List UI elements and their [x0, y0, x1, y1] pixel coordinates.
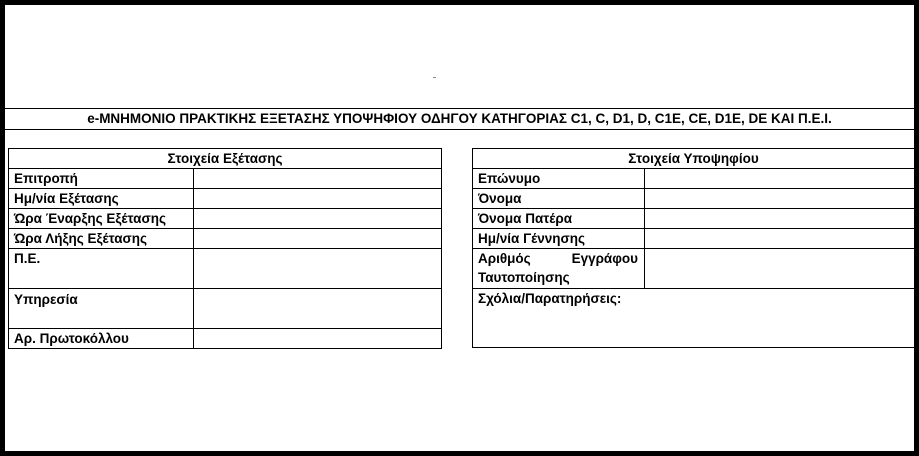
form-page: [5, 5, 914, 451]
end-time-field[interactable]: [194, 229, 442, 249]
id-document-word-2: Εγγράφου: [571, 251, 638, 266]
exam-date-label: Ημ/νία Εξέτασης: [9, 189, 194, 209]
candidate-details-header: Στοιχεία Υποψηφίου: [473, 149, 915, 169]
title-bottom-rule: [5, 129, 914, 130]
table-row: [473, 189, 915, 209]
table-row: [473, 249, 915, 289]
table-row: [9, 189, 442, 209]
table-row: [473, 229, 915, 249]
id-document-word-1: Αριθμός: [478, 251, 531, 266]
table-row: [9, 229, 442, 249]
surname-field[interactable]: [645, 169, 915, 189]
table-row: [473, 289, 915, 348]
father-name-label: Όνομα Πατέρα: [473, 209, 645, 229]
committee-label: Επιτροπή: [9, 169, 194, 189]
table-row: [473, 169, 915, 189]
regional-unit-label: Π.Ε.: [9, 249, 194, 289]
first-name-label: Όνομα: [473, 189, 645, 209]
start-time-field[interactable]: [194, 209, 442, 229]
table-row: [9, 209, 442, 229]
id-document-label-line2: Ταυτοποίησης: [478, 270, 570, 285]
table-row: [9, 329, 442, 349]
service-field[interactable]: [194, 289, 442, 329]
exam-date-field[interactable]: [194, 189, 442, 209]
protocol-number-label: Αρ. Πρωτοκόλλου: [9, 329, 194, 349]
service-label: [9, 289, 194, 329]
table-row: [9, 289, 442, 329]
first-name-field[interactable]: [645, 189, 915, 209]
father-name-field[interactable]: [645, 209, 915, 229]
regional-unit-field[interactable]: [194, 249, 442, 289]
birth-date-field[interactable]: [645, 229, 915, 249]
end-time-label: Ώρα Λήξης Εξέτασης: [9, 229, 194, 249]
table-row: [9, 249, 442, 289]
exam-details-table: [8, 148, 442, 349]
birth-date-label: Ημ/νία Γέννησης: [473, 229, 645, 249]
surname-label: Επώνυμο: [473, 169, 645, 189]
table-row: [473, 209, 915, 229]
id-document-label: [473, 249, 645, 289]
exam-details-header: Στοιχεία Εξέτασης: [9, 149, 442, 169]
committee-field[interactable]: [194, 169, 442, 189]
table-row: [9, 169, 442, 189]
id-document-label-line1: [478, 249, 644, 268]
remarks-area[interactable]: [473, 289, 915, 348]
scan-mark: [433, 77, 436, 78]
id-document-field[interactable]: [645, 249, 915, 289]
remarks-label: Σχόλια/Παρατηρήσεις:: [478, 291, 622, 306]
form-title: e-ΜΝΗΜΟΝΙΟ ΠΡΑΚΤΙΚΗΣ ΕΞΕΤΑΣΗΣ ΥΠΟΨΗΦΙΟΥ ΟΔΗΓΟΥ ΚΑΤΗΓΟΡΙΑΣ C1, C, D1, D, C1E, CE, D1E, DE ΚΑΙ Π.Ε.Ι.: [87, 111, 832, 126]
candidate-details-table: [472, 148, 914, 348]
protocol-number-field[interactable]: [194, 329, 442, 349]
start-time-label: Ώρα Έναρξης Εξέτασης: [9, 209, 194, 229]
service-label-text: Υπηρεσία: [14, 292, 78, 307]
